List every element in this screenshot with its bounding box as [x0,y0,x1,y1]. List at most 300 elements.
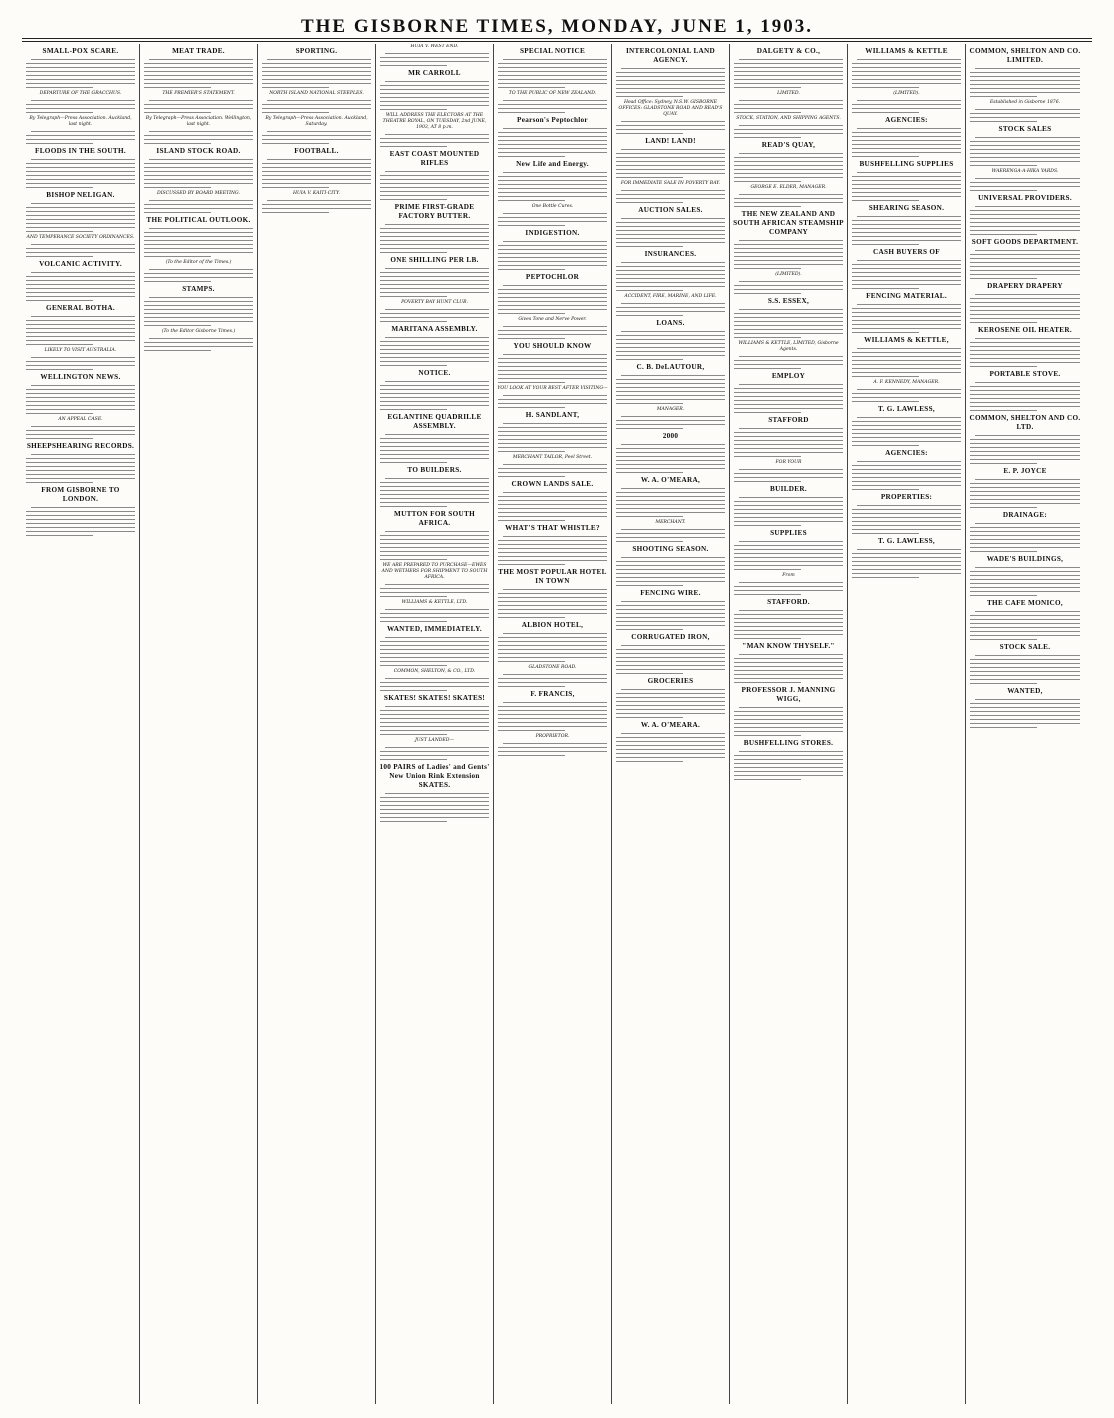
text-line [380,821,447,822]
text-line [498,714,607,715]
text-line [970,117,1080,118]
text-line [857,100,961,101]
text-line [498,309,607,310]
article-subheading: STOCK, STATION, AND SHIPPING AGENTS. [736,116,841,121]
text-line [970,354,1080,355]
article-body [379,224,490,253]
text-line [262,179,371,180]
text-line [616,290,683,291]
text-line [616,339,725,340]
text-line [144,317,253,318]
text-line [144,277,253,278]
text-line [852,196,961,197]
text-line [616,649,725,650]
article-heading: NOTICE. [418,369,451,377]
text-line [734,678,843,679]
text-line [616,428,683,429]
text-line [26,171,135,172]
article-body [851,417,962,446]
article-body [379,171,490,200]
text-line [616,84,725,85]
article-subheading: TO THE PUBLIC OF NEW ZEALAND. [508,91,597,96]
text-line [31,385,135,386]
article-heading: WILLIAMS & KETTLE [865,47,948,55]
article-body [969,206,1081,235]
article-body [615,733,726,762]
article-body [733,356,844,369]
text-line [498,710,607,711]
article-body [733,240,844,269]
text-line [385,171,489,172]
text-line [734,333,843,334]
text-line [498,200,565,201]
text-line [621,218,725,219]
text-line [734,501,843,502]
text-line [739,610,843,611]
text-line [621,733,725,734]
article-body [851,216,962,245]
article-body [969,178,1081,191]
column-1 [22,44,140,1404]
text-line [144,313,253,314]
text-line [734,63,843,64]
text-line [498,613,607,614]
text-line [616,230,725,231]
article-subheading: WILLIAMS & KETTLE, LTD. [401,600,468,605]
article-body [851,172,962,201]
text-line [503,743,607,744]
article-heading: FROM GISBORNE TO LONDON. [41,486,120,503]
text-line [498,180,607,181]
column-7 [730,44,848,1404]
text-line [734,586,843,587]
article-body [379,609,490,622]
article-heading: CORRUGATED IRON, [631,633,710,641]
text-line [380,252,447,253]
article-body [497,354,608,383]
text-line [380,175,489,176]
text-line [26,219,135,220]
article-heading: SPECIAL NOTICE [519,47,586,55]
text-line [970,575,1080,576]
article-body [379,434,490,463]
article-heading: SHOOTING SEASON. [632,545,709,553]
text-line [734,513,843,514]
text-line [734,545,843,546]
text-line [262,183,371,184]
article-body [615,557,726,586]
text-line [734,723,843,724]
text-line [970,88,1080,89]
text-line [970,72,1080,73]
text-line [616,222,725,223]
text-line [26,393,135,394]
text-line [262,171,371,172]
text-line [380,596,447,597]
text-line [970,113,1080,114]
text-line [26,252,135,253]
text-line [31,426,135,427]
text-line [621,529,725,530]
article-body [25,316,136,345]
text-line [26,79,135,80]
article-heading: SMALL-POX SCARE. [42,47,119,55]
text-line [380,280,489,281]
article-body [615,601,726,630]
text-line [380,450,489,451]
article-body [969,294,1081,323]
text-line [734,329,843,330]
text-line [262,187,329,188]
article-body [615,149,726,178]
text-line [144,321,253,322]
text-line [380,805,489,806]
text-line [734,517,843,518]
text-line [380,438,489,439]
article-heading: MR CARROLL [408,69,461,77]
text-line [498,407,565,408]
text-line [26,438,93,439]
text-line [380,65,447,66]
article-body [143,100,254,113]
column-5 [494,44,612,1404]
text-line [144,187,211,188]
article-subheading: MERCHANT TAILOR, Peel Street. [512,455,593,460]
text-line [26,207,135,208]
text-line [734,173,843,174]
text-line [26,389,135,390]
text-line [616,403,683,404]
text-line [380,809,489,810]
text-line [852,397,961,398]
article-body [497,326,608,339]
text-line [734,244,843,245]
article-heading: WELLINGTON NEWS. [40,373,121,381]
article-body [851,461,962,490]
text-line [970,306,1080,307]
text-line [852,79,961,80]
article-body [969,699,1081,728]
text-line [734,634,843,635]
text-line [26,478,135,479]
article-body [497,589,608,618]
text-line [498,706,607,707]
article-subheading: THE PREMIER'S STATEMENT. [162,91,235,96]
text-line [498,597,607,598]
text-line [970,595,1037,596]
article-heading: DRAPERY DRAPERY [987,282,1063,290]
text-line [380,276,489,277]
text-line [970,707,1080,708]
text-line [144,309,253,310]
text-line [616,537,725,538]
text-line [498,265,607,266]
article-body [25,203,136,232]
text-line [267,159,371,160]
text-line [852,228,961,229]
text-line [852,521,961,522]
text-line [144,232,253,233]
article-heading: 100 PAIRS of Ladies' and Gents' New Union Rink Extension SKATES. [379,763,490,789]
text-line [498,439,607,440]
text-line [26,284,135,285]
text-line [26,519,135,520]
text-line [734,248,843,249]
text-line [970,266,1080,267]
article-body [969,479,1081,508]
text-line [621,488,725,489]
text-line [852,280,961,281]
text-line [734,169,843,170]
article-heading: WANTED, [1007,687,1043,695]
article-body [969,523,1081,552]
article-subheading: HUIA V. KAITI-CITY. [292,191,340,196]
article-heading: 2000 [662,432,679,440]
text-line [31,244,135,245]
text-line [380,555,489,556]
text-line [616,573,725,574]
text-line [970,571,1080,572]
text-line [734,264,843,265]
text-line [380,559,447,560]
article-body [615,645,726,674]
text-line [498,682,607,683]
article-heading: INTERCOLONIAL LAND AGENCY. [625,47,716,64]
text-line [616,242,725,243]
article-body [733,497,844,526]
text-line [26,139,135,140]
text-line [970,390,1080,391]
text-line [852,509,961,510]
article-body [733,469,844,482]
text-line [385,678,489,679]
text-line [616,351,725,352]
text-line [852,465,961,466]
text-line [616,226,725,227]
text-line [498,399,607,400]
text-line [970,121,1037,122]
text-line [852,356,961,357]
text-line [734,594,801,595]
text-line [975,109,1080,110]
text-line [498,104,607,105]
article-subheading: (To the Editor Gisborne Times.) [161,329,236,334]
text-line [503,702,607,703]
text-line [734,557,843,558]
text-line [498,472,607,473]
text-line [616,133,683,134]
column-4 [376,44,494,1404]
text-line [385,478,489,479]
text-line [144,342,253,343]
text-line [970,579,1080,580]
text-line [380,502,489,503]
text-line [144,248,253,249]
text-line [26,75,135,76]
text-line [970,719,1080,720]
text-line [734,396,843,397]
text-line [498,289,607,290]
text-line [621,375,725,376]
text-line [616,565,725,566]
text-line [144,83,253,84]
article-body [143,338,254,351]
text-line [970,310,1080,311]
article-body [497,423,608,452]
article-heading: T. G. LAWLESS, [878,405,935,413]
text-line [970,298,1080,299]
text-line [970,141,1080,142]
text-line [26,83,135,84]
text-line [616,165,725,166]
text-line [385,53,489,54]
text-line [498,313,565,314]
text-line [498,556,607,557]
text-line [26,413,93,414]
text-line [621,68,725,69]
text-line [852,192,961,193]
text-line [380,710,489,711]
text-line [498,637,607,638]
article-body [25,244,136,257]
text-line [498,338,565,339]
article-heading: FENCING MATERIAL. [866,292,947,300]
text-line [734,432,843,433]
text-line [144,236,253,237]
text-line [144,79,253,80]
text-line [503,128,607,129]
text-line [734,400,843,401]
text-line [262,208,371,209]
article-subheading: NORTH ISLAND NATIONAL STEEPLES. [269,91,364,96]
text-line [26,409,135,410]
text-line [503,241,607,242]
text-line [616,561,725,562]
text-line [616,500,725,501]
text-line [149,338,253,339]
article-body [733,707,844,736]
article-heading: PORTABLE STOVE. [989,370,1061,378]
text-line [970,274,1080,275]
text-line [26,211,135,212]
text-line [380,617,489,618]
text-line [380,817,489,818]
text-line [970,165,1037,166]
text-line [498,476,565,477]
text-line [852,276,961,277]
text-line [498,382,565,383]
text-line [616,125,725,126]
text-line [498,601,607,602]
text-line [26,223,135,224]
text-line [734,525,801,526]
text-line [26,458,135,459]
text-line [970,495,1080,496]
article-body [261,159,372,188]
text-line [616,157,725,158]
text-line [26,87,93,88]
text-line [852,220,961,221]
text-line [616,359,683,360]
article-body [497,241,608,270]
text-line [734,759,843,760]
text-line [616,533,725,534]
text-line [970,499,1080,500]
text-line [380,539,489,540]
text-line [380,409,447,410]
text-line [621,121,725,122]
text-line [144,139,253,140]
article-heading: GENERAL BOTHA. [46,304,115,312]
text-line [970,346,1080,347]
article-heading: FLOODS IN THE SOUTH. [35,147,126,155]
text-line [975,250,1080,251]
column-2 [140,44,258,1404]
text-line [739,428,843,429]
text-line [498,176,607,177]
text-line [852,569,961,570]
text-line [498,548,607,549]
text-line [498,657,607,658]
text-line [144,212,211,213]
article-subheading: HUIA V. WEST END. [410,44,459,49]
text-line [380,288,489,289]
text-line [852,489,919,490]
text-line [734,157,843,158]
text-line [380,405,489,406]
text-line [616,399,725,400]
text-line [498,358,607,359]
article-body [851,128,962,157]
text-line [852,75,961,76]
article-heading: MEAT TRADE. [172,47,225,55]
text-line [852,368,961,369]
text-line [503,633,607,634]
article-body [615,331,726,360]
article-body [379,81,490,110]
article-body [25,385,136,414]
article-body [615,68,726,97]
text-line [616,753,725,754]
text-line [975,137,1080,138]
text-line [857,304,961,305]
text-line [498,431,607,432]
text-line [380,191,489,192]
text-line [852,364,961,365]
text-line [498,63,607,64]
text-line [498,435,607,436]
text-line [970,394,1080,395]
text-line [380,690,447,691]
article-heading: DRAINAGE: [1002,511,1048,519]
text-line [267,131,371,132]
article-heading: LOANS. [656,319,685,327]
article-body [969,567,1081,596]
text-line [498,605,607,606]
text-line [26,300,93,301]
text-line [970,623,1080,624]
article-body [379,706,490,735]
text-line [616,266,725,267]
article-heading: ALBION HOTEL, [521,621,584,629]
text-line [262,204,371,205]
text-line [852,63,961,64]
text-line [970,551,1037,552]
text-line [734,711,843,712]
text-line [621,557,725,558]
text-line [380,535,489,536]
text-line [26,397,135,398]
